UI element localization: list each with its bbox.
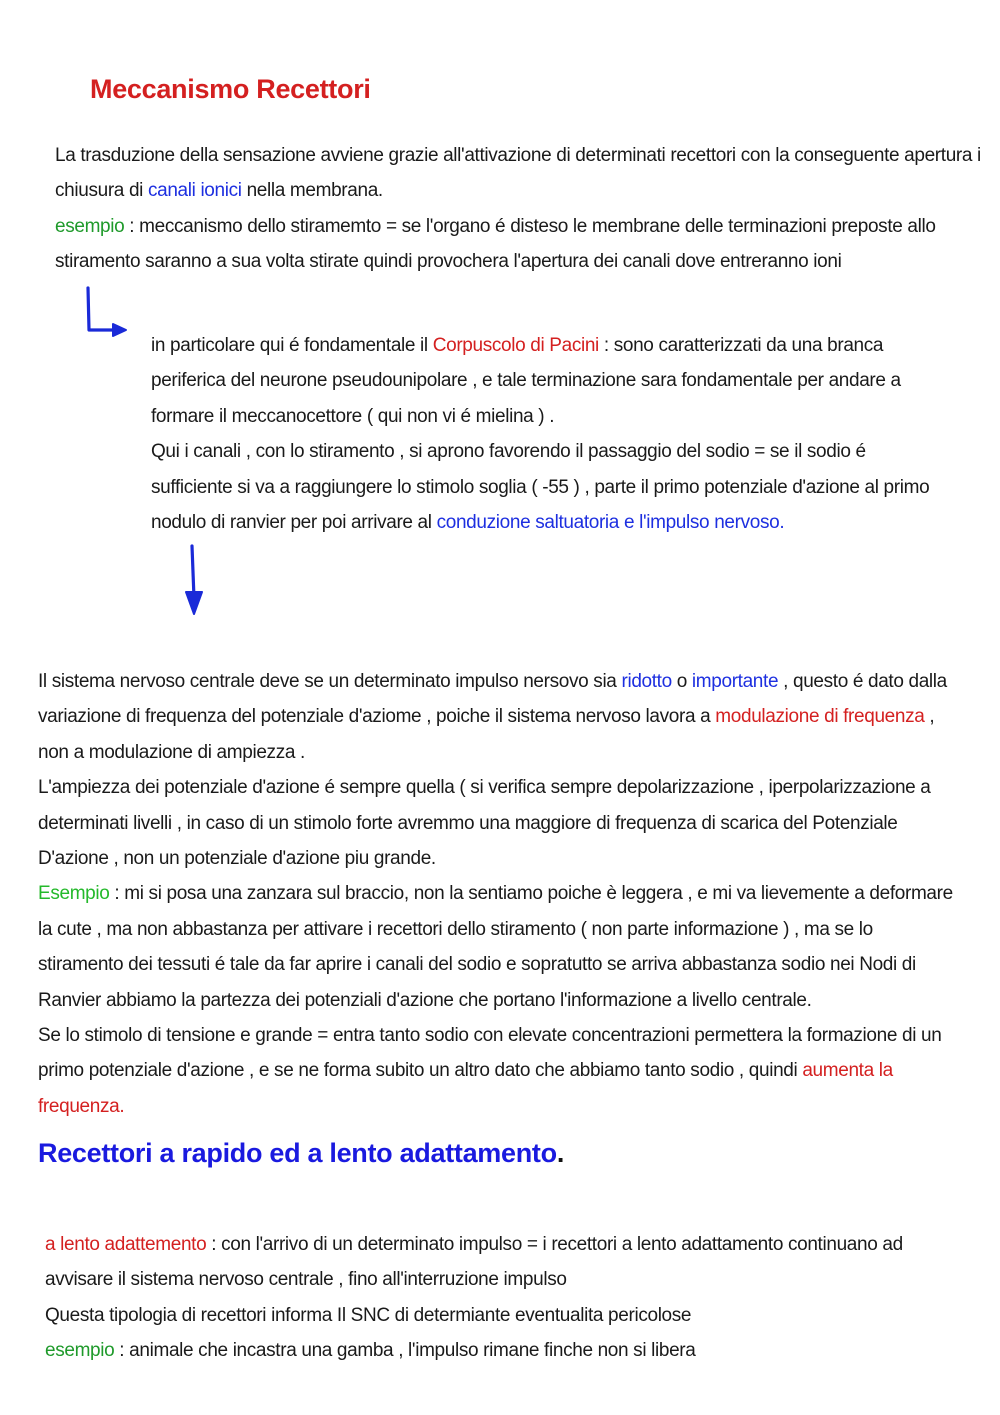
term-lento-adattamento: a lento adattemento xyxy=(45,1234,207,1255)
ampiezza-text: L'ampiezza dei potenziale d'azione é sempre quella ( si verifica sempre depolarizzazione , iperpolarizzazione a determinati livelli , in caso di un stimolo forte avremmo una maggiore di frequenza di scarica del Potenziale D'azione , non un potenziale d'azione piu grande. xyxy=(38,777,931,870)
term-conduzione-saltuatoria: conduzione saltuatoria e l'impulso nervoso. xyxy=(436,512,785,534)
snc-text-4: , non a modulazione di ampiezza . xyxy=(38,706,935,763)
term-modulazione-frequenza: modulazione di frequenza xyxy=(715,706,925,728)
animale-text: : animale che incastra una gamba , l'impulso rimane finche non si libera xyxy=(114,1340,696,1362)
intro-paragraph xyxy=(55,138,995,280)
example-label: esempio xyxy=(55,215,125,237)
section-title xyxy=(38,1138,564,1169)
stimolo-text: Se lo stimolo di tensione e grande = entra tanto sodio con elevate concentrazioni permettera la formazione di un primo potenziale d'azione , e se ne forma subito un altro dato che abbiamo tanto sodio , quindi xyxy=(38,1025,942,1082)
lento-text: : con l'arrivo di un determinato impulso = i recettori a lento adattamento continuano ad avvisare il sistema nervoso centrale , fino all'interruzione impulso xyxy=(45,1234,903,1291)
term-importante: importante xyxy=(691,671,779,692)
pacini-paragraph xyxy=(151,328,931,540)
tipologia-text: Questa tipologia di recettori informa Il SNC di determiante eventualita pericolose xyxy=(45,1304,692,1326)
slow-adaptation-paragraph xyxy=(45,1227,965,1369)
canali-text: Qui i canali , con lo stiramento , si aprono favorendo il passaggio del sodio = se il sodio é sufficiente si va a raggiungere lo stimolo soglia ( -55 ) , parte il primo potenziale d'azione al primo nodulo di ranvier per poi arrivare al xyxy=(151,441,930,534)
section-title-dot: . xyxy=(556,1138,565,1168)
snc-text-2: o xyxy=(671,671,692,692)
term-corpuscolo-pacini: Corpuscolo di Pacini xyxy=(432,335,599,356)
down-arrow-icon xyxy=(175,540,215,620)
term-ridotto: ridotto xyxy=(621,671,672,692)
pacini-text-2: : sono caratterizzati da una branca periferica del neurone pseudounipolare , e tale terminazione sara fondamentale per andare a formare il meccanocettore ( qui non vi é mielina ) . xyxy=(151,335,901,427)
term-canali-ionici: canali ionici xyxy=(147,180,242,202)
frequency-paragraph xyxy=(38,664,958,1124)
intro-text: La trasduzione della sensazione avviene grazie all'attivazione di determinati recettori con la conseguente apertura i chiusura di xyxy=(55,145,981,202)
example-text: : meccanismo dello stiramemto = se l'organo é disteso le membrane delle terminazioni preposte allo stiramento saranno a sua volta stirate quindi provochera l'apertura dei canali dove entreranno ioni xyxy=(55,215,936,273)
term-aumenta-frequenza: aumenta la frequenza. xyxy=(38,1060,893,1117)
esempio-label: Esempio xyxy=(38,883,110,905)
hook-arrow-icon xyxy=(80,282,140,352)
intro-text-2: nella membrana. xyxy=(241,180,383,202)
snc-text: Il sistema nervoso centrale deve se un determinato impulso nersovo sia xyxy=(38,671,622,692)
zanzara-text: : mi si posa una zanzara sul braccio, non la sentiamo poiche è leggera , e mi va lievemente a deformare la cute , ma non abbastanza per attivare i recettori dello stiramento ( non parte informazione ) , ma se lo stiramento dei tessuti é tale da far aprire i canali del sodio e sopratutto se arriva abbastanza sodio nei Nodi di Ranvier abbiamo la partezza dei potenziali d'azione che portano l'informazione a livello centrale. xyxy=(38,883,953,1011)
example-label-2: esempio xyxy=(45,1340,115,1362)
pacini-text: in particolare qui é fondamentale il xyxy=(151,335,433,356)
section-title-text: Recettori a rapido ed a lento adattamento xyxy=(38,1138,557,1168)
page-title: Meccanismo Recettori xyxy=(90,74,371,104)
snc-text-3: , questo é dato dalla variazione di frequenza del potenziale d'aziome , poiche il sistema nervoso lavora a xyxy=(38,671,947,728)
